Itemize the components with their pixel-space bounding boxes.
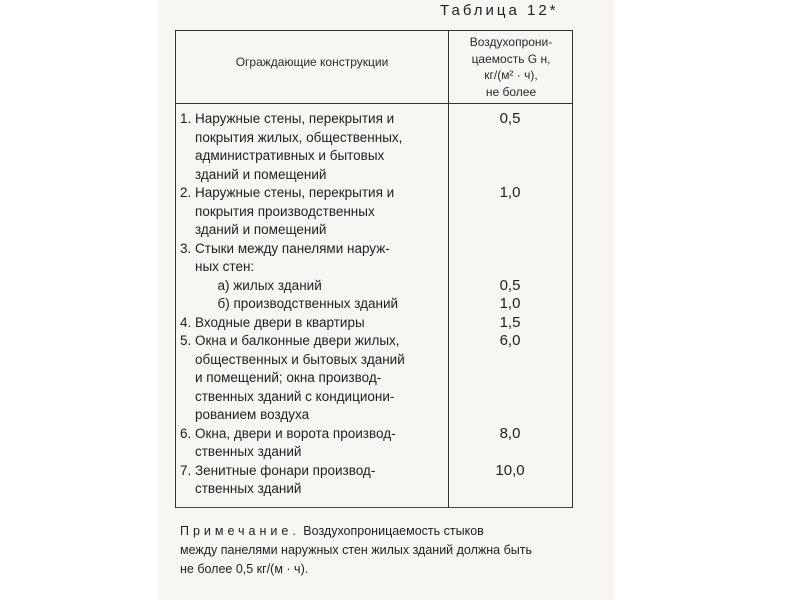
note-line-1 <box>180 522 580 541</box>
row-description <box>180 277 448 296</box>
row-description-line: зданий и помещений <box>180 166 327 182</box>
row-description-line: 4. Входные двери в квартиры <box>180 314 365 330</box>
row-description-line: покрытия жилых, общественных, <box>180 129 403 145</box>
row-value: 1,5 <box>499 313 521 331</box>
row-description-line: б) производственных зданий <box>180 296 399 311</box>
row-description-line: ных стен: <box>180 259 255 274</box>
row-description <box>180 110 448 184</box>
note-line-2: между панелями наружных стен жилых зданий должна быть <box>180 543 532 557</box>
row-description-line: 6. Окна, двери и ворота производ- <box>180 425 396 441</box>
header-divider <box>175 103 573 104</box>
note-label: Примечание. <box>180 524 300 538</box>
row-description-line: покрытия производственных <box>180 203 375 219</box>
row-description <box>180 240 448 277</box>
row-description-line: 5. Окна и балконные двери жилых, <box>180 333 400 348</box>
row-description-line: 2. Наружные стены, перекрытия и <box>180 185 395 200</box>
header-constructions: Ограждающие конструкции <box>235 55 389 69</box>
note-line-3: не более 0,5 кг/(м · ч). <box>180 562 309 576</box>
row-value: 10,0 <box>495 461 525 479</box>
note-text: Воздухопроницаемость стыков <box>299 524 484 538</box>
row-description <box>180 314 448 333</box>
row-description-line: 7. Зенитные фонари производ- <box>180 462 376 478</box>
row-description-line: административных и бытовых <box>180 148 385 163</box>
row-value: 6,0 <box>499 332 521 349</box>
row-value: 1,0 <box>499 184 521 201</box>
header-line: цаемость G н, <box>471 51 551 66</box>
row-description-line: общественных и бытовых зданий <box>180 351 405 367</box>
table-note <box>180 522 580 579</box>
row-description-line: ственных зданий <box>180 481 302 496</box>
row-description-line: ственных зданий с кондициони- <box>180 388 395 404</box>
row-description <box>180 332 448 425</box>
row-description-line: зданий и помещений <box>180 222 327 237</box>
row-value: 0,5 <box>499 276 521 294</box>
row-description-line: а) жилых зданий <box>180 277 322 293</box>
header-line: кг/(м² · ч), <box>484 68 538 82</box>
header-line: Воздухопрони- <box>469 35 553 49</box>
row-description <box>180 295 448 314</box>
row-description <box>180 462 448 499</box>
row-description-line: 3. Стыки между панелями наруж- <box>180 240 390 256</box>
header-line: не более <box>485 84 537 99</box>
row-description-line: 1. Наружные стены, перекрытия и <box>180 111 395 126</box>
row-value: 0,5 <box>499 110 521 127</box>
row-value: 8,0 <box>499 424 521 442</box>
header-air-permeability <box>449 34 573 100</box>
row-description <box>180 184 448 240</box>
row-description-line: и помещений; окна производ- <box>180 370 382 385</box>
row-value: 1,0 <box>499 295 521 312</box>
table-caption: Таблица 12* <box>440 2 559 19</box>
row-description-line: рованием воздуха <box>180 407 310 422</box>
row-description-line: ственных зданий <box>180 444 302 459</box>
row-description <box>180 425 448 462</box>
